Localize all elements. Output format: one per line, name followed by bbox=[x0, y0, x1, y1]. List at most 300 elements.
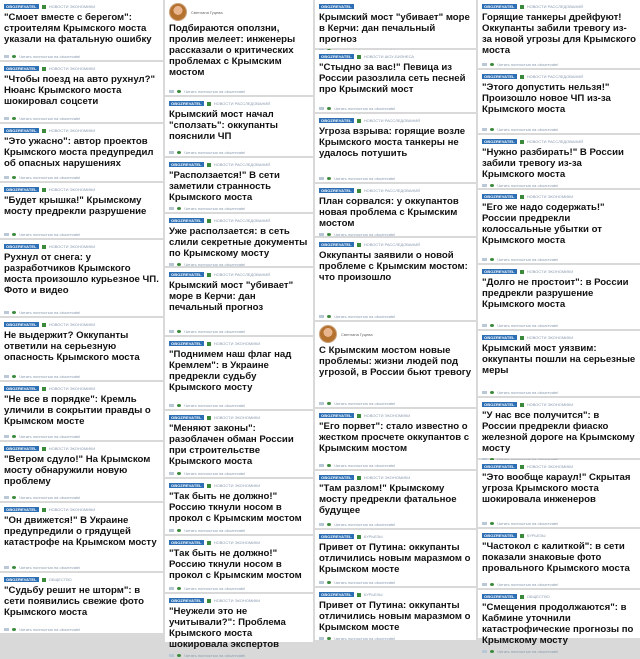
news-card[interactable] bbox=[478, 135, 640, 188]
read-more-link[interactable]: Читать полностью на obozrevatel bbox=[184, 150, 246, 155]
read-more-link[interactable]: Читать полностью на obozrevatel bbox=[184, 403, 246, 408]
rubric-icon bbox=[42, 578, 46, 582]
news-card[interactable] bbox=[0, 124, 163, 181]
news-card[interactable] bbox=[0, 318, 163, 380]
calendar-icon bbox=[169, 654, 174, 657]
card-bottom-meta bbox=[4, 309, 159, 316]
headline[interactable]: Подбираются оползни, пролив мелеет: инженеры рассказали о критических проблемах с Крымским мостом bbox=[169, 23, 296, 78]
card-top-meta bbox=[319, 3, 472, 10]
headline[interactable]: "Это ужасно": автор проектов Крымского моста предупредил об опасных нарушениях bbox=[4, 136, 154, 169]
rubric-label[interactable]: НОВОСТИ РАССЛЕДОВАНИЙ bbox=[213, 162, 271, 167]
read-more-link[interactable]: Читать полностью на obozrevatel bbox=[334, 636, 396, 641]
rubric-icon bbox=[520, 534, 524, 538]
calendar-icon bbox=[4, 628, 9, 631]
read-more-link[interactable]: Читать полностью на obozrevatel bbox=[184, 206, 246, 211]
news-card[interactable] bbox=[478, 460, 640, 527]
read-more-link[interactable]: Читать полностью на obozrevatel bbox=[334, 463, 396, 468]
card-top-meta bbox=[482, 401, 636, 408]
card-bottom-meta bbox=[482, 61, 636, 68]
card-bottom-meta bbox=[4, 564, 159, 571]
rubric-label[interactable]: ОБЩЕСТВО bbox=[526, 594, 550, 599]
rubric-label[interactable]: НОВОСТИ РАССЛЕДОВАНИЙ bbox=[363, 188, 421, 193]
rubric-icon bbox=[42, 508, 46, 512]
news-card[interactable] bbox=[478, 331, 640, 396]
news-card[interactable] bbox=[165, 411, 313, 477]
rubric-icon bbox=[207, 416, 211, 420]
rubric-label[interactable]: НОВОСТИ ЭКОНОМИКИ bbox=[213, 598, 261, 603]
rubric-label[interactable]: НОВОСТИ ЭКОНОМИКИ bbox=[526, 194, 574, 199]
news-card[interactable] bbox=[165, 158, 313, 212]
calendar-icon bbox=[4, 55, 9, 58]
headline[interactable]: "Нужно разбирать!" В России забили тревогу из-за Крымского моста bbox=[482, 147, 624, 180]
headline[interactable]: Крымский мост "убивает" море в Керчи: дан печальный прогноз bbox=[169, 280, 294, 313]
headline[interactable]: План сорвался: у оккупантов новая проблема с Крымским мостом bbox=[319, 196, 459, 229]
calendar-icon bbox=[4, 496, 9, 499]
news-card[interactable] bbox=[315, 0, 476, 48]
author-block bbox=[169, 3, 309, 21]
rubric-label[interactable]: КУРЬЕЗЫ bbox=[526, 533, 546, 538]
eye-icon bbox=[12, 496, 16, 499]
card-bottom-meta bbox=[4, 494, 159, 501]
news-card[interactable] bbox=[0, 62, 163, 122]
rubric-label[interactable]: НОВОСТИ ЭКОНОМИКИ bbox=[526, 402, 574, 407]
rubric-label[interactable]: НОВОСТИ ЭКОНОМИКИ bbox=[48, 386, 96, 391]
rubric-label[interactable]: НОВОСТИ ЭКОНОМИКИ bbox=[48, 244, 96, 249]
rubric-label[interactable]: НОВОСТИ ЭКОНОМИКИ bbox=[526, 269, 574, 274]
card-bottom-meta bbox=[169, 261, 309, 268]
eye-icon bbox=[177, 207, 181, 210]
card-bottom-meta bbox=[319, 105, 472, 112]
headline[interactable]: Уже расползается: в сеть слили секретные документы по Крымскому мосту bbox=[169, 226, 308, 259]
rubric-icon bbox=[520, 140, 524, 144]
card-top-meta bbox=[169, 100, 309, 107]
calendar-icon bbox=[4, 233, 9, 236]
card-bottom-meta bbox=[482, 520, 636, 527]
rubric-label[interactable]: НОВОСТИ РАССЛЕДОВАНИЙ bbox=[213, 218, 271, 223]
headline[interactable]: "Так быть не должно!" Россию ткнули носом в прокол с Крымским мостом bbox=[169, 491, 302, 524]
site-logo: OBOZREVATEL bbox=[484, 594, 515, 599]
news-card[interactable] bbox=[478, 529, 640, 588]
headline[interactable]: С Крымским мостом новые проблемы: жизни людей под угрозой, в России бьют тревогу bbox=[319, 345, 472, 378]
calendar-icon bbox=[482, 184, 487, 187]
card-top-meta bbox=[319, 412, 472, 419]
news-card[interactable] bbox=[478, 265, 640, 329]
site-logo: OBOZREVATEL bbox=[6, 507, 37, 512]
calendar-icon bbox=[169, 263, 174, 266]
eye-icon bbox=[177, 529, 181, 532]
headline[interactable]: "Так быть не должно!" Россию ткнули носом в прокол с Крымским мостом bbox=[169, 548, 302, 581]
site-logo: OBOZREVATEL bbox=[484, 335, 515, 340]
read-more-link[interactable]: Читать полностью на obozrevatel bbox=[19, 627, 81, 632]
card-bottom-meta bbox=[4, 373, 159, 380]
eye-icon bbox=[327, 464, 331, 467]
card-top-meta bbox=[4, 385, 159, 392]
rubric-label[interactable]: НОВОСТИ ЭКОНОМИКИ bbox=[48, 322, 96, 327]
card-top-meta bbox=[482, 334, 636, 341]
site-logo: OBOZREVATEL bbox=[484, 74, 515, 79]
rubric-label[interactable]: НОВОСТИ ЭКОНОМИКИ bbox=[48, 128, 96, 133]
site-logo: OBOZREVATEL bbox=[484, 269, 515, 274]
news-card[interactable] bbox=[165, 479, 313, 534]
rubric-label[interactable]: НОВОСТИ РАССЛЕДОВАНИЙ bbox=[213, 101, 271, 106]
headline[interactable]: "Стыдно за вас!" Певица из России разозлила сеть песней про Крымский мост bbox=[319, 62, 466, 95]
card-bottom-meta bbox=[169, 652, 309, 659]
rubric-icon bbox=[207, 484, 211, 488]
news-card[interactable] bbox=[315, 322, 476, 407]
rubric-label[interactable]: НОВОСТИ ЭКОНОМИКИ bbox=[48, 446, 96, 451]
news-card[interactable] bbox=[165, 268, 313, 335]
headline[interactable]: Горящие танкеры дрейфуют! Оккупанты забили тревогу из-за новой угрозы для Крымского моста bbox=[482, 12, 636, 56]
news-card[interactable] bbox=[0, 0, 163, 60]
read-more-link[interactable]: Читать полностью на obozrevatel bbox=[19, 116, 81, 121]
rubric-icon bbox=[520, 403, 524, 407]
rubric-label[interactable]: НОВОСТИ РАССЛЕДОВАНИЙ bbox=[363, 242, 421, 247]
eye-icon bbox=[327, 107, 331, 110]
rubric-label[interactable]: КУРЬЕЗЫ bbox=[363, 534, 383, 539]
rubric-icon bbox=[42, 447, 46, 451]
headline[interactable]: Не выдержит? Оккупанты ответили на серьезную опасность Крымского моста bbox=[4, 330, 140, 363]
calendar-icon bbox=[169, 151, 174, 154]
rubric-label[interactable]: НОВОСТИ ЭКОНОМИКИ bbox=[363, 413, 411, 418]
rubric-label[interactable]: НОВОСТИ РАССЛЕДОВАНИЙ bbox=[526, 74, 584, 79]
headline[interactable]: Привет от Путина: оккупанты отличились новым маразмом о Крымском мосте bbox=[319, 542, 471, 575]
site-logo: OBOZREVATEL bbox=[171, 101, 202, 106]
site-logo: OBOZREVATEL bbox=[6, 66, 37, 71]
read-more-link[interactable]: Читать полностью на obozrevatel bbox=[497, 521, 559, 526]
card-bottom-meta bbox=[482, 126, 636, 133]
rubric-label[interactable]: НОВОСТИ РАССЛЕДОВАНИЙ bbox=[526, 4, 584, 9]
read-more-link[interactable]: Читать полностью на obozrevatel bbox=[334, 522, 396, 527]
read-more-link[interactable]: Читать полностью на obozrevatel bbox=[184, 653, 246, 658]
rubric-label[interactable]: НОВОСТИ ЭКОНОМИКИ bbox=[213, 341, 261, 346]
read-more-link[interactable]: Читать полностью на obozrevatel bbox=[334, 176, 396, 181]
calendar-icon bbox=[319, 637, 324, 640]
eye-icon bbox=[177, 472, 181, 475]
eye-icon bbox=[12, 566, 16, 569]
site-logo: OBOZREVATEL bbox=[321, 118, 352, 123]
rubric-icon bbox=[520, 270, 524, 274]
read-more-link[interactable]: Читать полностью на obozrevatel bbox=[19, 495, 81, 500]
site-logo: OBOZREVATEL bbox=[6, 446, 37, 451]
site-logo: OBOZREVATEL bbox=[171, 483, 202, 488]
news-card[interactable] bbox=[478, 0, 640, 68]
card-top-meta bbox=[169, 597, 309, 604]
read-more-link[interactable]: Читать полностью на obozrevatel bbox=[497, 582, 559, 587]
calendar-icon bbox=[482, 522, 487, 525]
news-card[interactable] bbox=[315, 471, 476, 528]
headline[interactable]: "Судьбу решит не шторм": в сети появились свежие фото Крымского моста bbox=[4, 585, 144, 618]
news-card[interactable] bbox=[0, 240, 163, 316]
rubric-label[interactable]: НОВОСТИ ЭКОНОМИКИ bbox=[213, 483, 261, 488]
read-more-link[interactable]: Читать полностью на obozrevatel bbox=[19, 310, 81, 315]
rubric-label[interactable]: НОВОСТИ ЭКОНОМИКИ bbox=[363, 475, 411, 480]
rubric-icon bbox=[357, 55, 361, 59]
rubric-icon bbox=[207, 102, 211, 106]
calendar-icon bbox=[319, 464, 324, 467]
read-more-link[interactable]: Читать полностью на obozrevatel bbox=[497, 323, 559, 328]
card-bottom-meta bbox=[482, 322, 636, 329]
rubric-label[interactable]: НОВОСТИ ЭКОНОМИКИ bbox=[526, 335, 574, 340]
calendar-icon bbox=[4, 566, 9, 569]
headline[interactable]: Рухнул от снега: у разработчиков Крымского моста произошло курьезное ЧП. Фото и видео bbox=[4, 252, 159, 296]
read-more-link[interactable]: Читать полностью на obozrevatel bbox=[19, 565, 81, 570]
headline[interactable]: Привет от Путина: оккупанты отличились новым маразмом о Крымском мосте bbox=[319, 600, 471, 633]
author-avatar bbox=[169, 3, 187, 21]
headline[interactable]: "Его порвет": стало известно о жестком просчете оккупантов с Крымским мостом bbox=[319, 421, 470, 454]
card-bottom-meta bbox=[482, 581, 636, 588]
rubric-icon bbox=[42, 67, 46, 71]
headline[interactable]: "Не все в порядке": Кремль уличили в сокрытии правды о Крымском мосте bbox=[4, 394, 151, 427]
news-card[interactable] bbox=[478, 398, 640, 458]
eye-icon bbox=[490, 63, 494, 66]
eye-icon bbox=[12, 435, 16, 438]
headline[interactable]: Крымский мост "убивает" море в Керчи: дан печальный прогноз bbox=[319, 12, 470, 45]
rubric-label[interactable]: НОВОСТИ ЭКОНОМИКИ bbox=[48, 187, 96, 192]
news-card[interactable] bbox=[315, 238, 476, 320]
card-bottom-meta bbox=[4, 115, 159, 122]
rubric-label[interactable]: НОВОСТИ ЭКОНОМИКИ bbox=[48, 507, 96, 512]
site-logo: OBOZREVATEL bbox=[484, 464, 515, 469]
site-logo: OBOZREVATEL bbox=[171, 540, 202, 545]
news-card[interactable] bbox=[315, 114, 476, 182]
news-card[interactable] bbox=[0, 503, 163, 571]
read-more-link[interactable]: Читать полностью на obozrevatel bbox=[184, 471, 246, 476]
eye-icon bbox=[177, 151, 181, 154]
eye-icon bbox=[12, 176, 16, 179]
site-logo: OBOZREVATEL bbox=[321, 4, 352, 9]
calendar-icon bbox=[169, 472, 174, 475]
headline[interactable]: Оккупанты заявили о новой проблеме с Крымским мостом: что произошло bbox=[319, 250, 468, 283]
rubric-icon bbox=[520, 595, 524, 599]
rubric-icon bbox=[42, 323, 46, 327]
rubric-label[interactable]: НОВОСТИ РАССЛЕДОВАНИЙ bbox=[363, 118, 421, 123]
eye-icon bbox=[490, 583, 494, 586]
headline[interactable]: "Смоет вместе с берегом": строителям Крымского моста указали на фатальную ошибку bbox=[4, 12, 152, 45]
rubric-label[interactable]: НОВОСТИ ЭКОНОМИКИ bbox=[213, 540, 261, 545]
calendar-icon bbox=[319, 523, 324, 526]
news-card[interactable] bbox=[165, 594, 313, 658]
headline[interactable]: "Неужели это не учитывали?": Проблема Крымского моста шокировала экспертов bbox=[169, 606, 286, 650]
news-card[interactable] bbox=[315, 530, 476, 586]
card-bottom-meta bbox=[169, 527, 309, 534]
read-more-link[interactable]: Читать полностью на obozrevatel bbox=[497, 390, 559, 395]
news-card[interactable] bbox=[0, 382, 163, 440]
calendar-icon bbox=[482, 63, 487, 66]
rubric-label[interactable]: КУРЬЕЗЫ bbox=[363, 592, 383, 597]
calendar-icon bbox=[169, 587, 174, 590]
news-card[interactable] bbox=[315, 50, 476, 112]
card-top-meta bbox=[169, 161, 309, 168]
collage-column-1 bbox=[0, 0, 163, 639]
site-logo: OBOZREVATEL bbox=[171, 341, 202, 346]
read-more-link[interactable]: Читать полностью на obozrevatel bbox=[184, 89, 246, 94]
read-more-link[interactable]: Читать полностью на obozrevatel bbox=[19, 374, 81, 379]
card-top-meta bbox=[4, 445, 159, 452]
site-logo: OBOZREVATEL bbox=[321, 475, 352, 480]
card-top-meta bbox=[482, 593, 636, 600]
eye-icon bbox=[327, 315, 331, 318]
site-logo: OBOZREVATEL bbox=[321, 413, 352, 418]
rubric-label[interactable]: НОВОСТИ РАССЛЕДОВАНИЙ bbox=[213, 272, 271, 277]
collage-column-2 bbox=[165, 0, 313, 658]
headline[interactable]: "Поднимем наш флаг над Кремлем": в Украине предрекли судьбу Крымского мосту bbox=[169, 349, 292, 393]
news-card[interactable] bbox=[165, 97, 313, 156]
read-more-link[interactable]: Читать полностью на obozrevatel bbox=[334, 580, 396, 585]
calendar-icon bbox=[482, 583, 487, 586]
read-more-link[interactable]: Читать полностью на obozrevatel bbox=[497, 257, 559, 262]
headline[interactable]: "Его же надо содержать!" России предрекли колоссальные убытки от Крымского моста bbox=[482, 202, 605, 246]
rubric-label[interactable]: НОВОСТИ ЭКОНОМИКИ bbox=[526, 464, 574, 469]
rubric-icon bbox=[520, 195, 524, 199]
rubric-icon bbox=[357, 119, 361, 123]
read-more-link[interactable]: Читать полностью на obozrevatel bbox=[184, 528, 246, 533]
eye-icon bbox=[490, 522, 494, 525]
news-card[interactable] bbox=[478, 590, 640, 654]
eye-icon bbox=[12, 311, 16, 314]
calendar-icon bbox=[319, 177, 324, 180]
news-card[interactable] bbox=[315, 409, 476, 469]
card-top-meta bbox=[4, 127, 159, 134]
site-logo: OBOZREVATEL bbox=[6, 577, 37, 582]
eye-icon bbox=[177, 404, 181, 407]
rubric-label[interactable]: НОВОСТИ ЭКОНОМИКИ bbox=[48, 4, 96, 9]
headline[interactable]: "Ветром сдуло!" На Крымском мосту обнаружили новую проблему bbox=[4, 454, 151, 487]
rubric-icon bbox=[357, 476, 361, 480]
site-logo: OBOZREVATEL bbox=[6, 187, 37, 192]
card-bottom-meta bbox=[4, 174, 159, 181]
read-more-link[interactable]: Читать полностью на obozrevatel bbox=[497, 127, 559, 132]
card-top-meta bbox=[319, 53, 472, 60]
card-top-meta bbox=[482, 463, 636, 470]
headline[interactable]: Крымский мост начал "сползать": оккупанты пояснили ЧП bbox=[169, 109, 278, 142]
card-top-meta bbox=[319, 117, 472, 124]
eye-icon bbox=[12, 55, 16, 58]
headline[interactable]: "Расползается!" В сети заметили странность Крымского моста bbox=[169, 170, 280, 203]
calendar-icon bbox=[482, 128, 487, 131]
rubric-icon bbox=[42, 245, 46, 249]
site-logo: OBOZREVATEL bbox=[6, 4, 37, 9]
read-more-link[interactable]: Читать полностью на obozrevatel bbox=[334, 314, 396, 319]
read-more-link[interactable]: Читать полностью на obozrevatel bbox=[19, 175, 81, 180]
card-top-meta bbox=[169, 539, 309, 546]
news-card[interactable] bbox=[478, 190, 640, 263]
headline[interactable]: "Долго не простоит": в России предрекли разрушение Крымского моста bbox=[482, 277, 629, 310]
headline[interactable]: "У нас все получится": в России предрекли фиаско железной дороге на Крымскому мосту bbox=[482, 410, 635, 454]
card-bottom-meta bbox=[482, 256, 636, 263]
read-more-link[interactable]: Читать полностью на obozrevatel bbox=[497, 183, 559, 188]
rubric-icon bbox=[207, 163, 211, 167]
rubric-label[interactable]: НОВОСТИ РАССЛЕДОВАНИЙ bbox=[526, 139, 584, 144]
headline[interactable]: Крымский мост уязвим: оккупанты пошли на серьезные меры bbox=[482, 343, 636, 376]
news-card[interactable] bbox=[0, 183, 163, 238]
headline[interactable]: "Чтобы поезд на авто рухнул?" Нюанс Крымского моста шокировал соцсети bbox=[4, 74, 156, 107]
eye-icon bbox=[490, 391, 494, 394]
news-card[interactable] bbox=[0, 442, 163, 501]
eye-icon bbox=[490, 128, 494, 131]
headline[interactable]: Угроза взрыва: горящие возле Крымского моста танкеры не удалось потушить bbox=[319, 126, 466, 159]
news-card[interactable] bbox=[165, 536, 313, 592]
card-top-meta bbox=[169, 482, 309, 489]
calendar-icon bbox=[482, 391, 487, 394]
rubric-label[interactable]: НОВОСТИ ЭКОНОМИКИ bbox=[48, 66, 96, 71]
headline[interactable]: "Этого допустить нельзя!" Произошло новое ЧП из-за Крымского моста bbox=[482, 82, 611, 115]
read-more-link[interactable]: Читать полностью на obozrevatel bbox=[19, 434, 81, 439]
news-card[interactable] bbox=[315, 184, 476, 236]
headline[interactable]: "Там разлом!" Крымскому мосту предрекли фатальное будущее bbox=[319, 483, 457, 516]
rubric-icon bbox=[207, 273, 211, 277]
calendar-icon bbox=[169, 90, 174, 93]
card-bottom-meta bbox=[4, 433, 159, 440]
card-bottom-meta bbox=[319, 521, 472, 528]
author-avatar bbox=[319, 325, 337, 343]
read-more-link[interactable]: Читать полностью на obozrevatel bbox=[184, 329, 246, 334]
read-more-link[interactable]: Читать полностью на obozrevatel bbox=[19, 54, 81, 59]
collage-column-3 bbox=[315, 0, 476, 639]
rubric-label[interactable]: ОБЩЕСТВО bbox=[48, 577, 72, 582]
rubric-icon bbox=[42, 387, 46, 391]
read-more-link[interactable]: Читать полностью на obozrevatel bbox=[334, 401, 396, 406]
read-more-link[interactable]: Читать полностью на obozrevatel bbox=[19, 232, 81, 237]
site-logo: OBOZREVATEL bbox=[321, 242, 352, 247]
site-logo: OBOZREVATEL bbox=[171, 272, 202, 277]
news-card[interactable] bbox=[165, 0, 313, 95]
rubric-label[interactable]: НОВОСТИ ЭКОНОМИКИ bbox=[213, 415, 261, 420]
read-more-link[interactable]: Читать полностью на obozrevatel bbox=[497, 649, 559, 654]
rubric-icon bbox=[357, 593, 361, 597]
rubric-icon bbox=[357, 535, 361, 539]
eye-icon bbox=[177, 330, 181, 333]
eye-icon bbox=[327, 177, 331, 180]
site-logo: OBOZREVATEL bbox=[484, 533, 515, 538]
news-card[interactable] bbox=[165, 337, 313, 409]
news-card[interactable] bbox=[478, 70, 640, 133]
headline[interactable]: "Он движется!" В Украине предупредили о грядущей катастрофе на Крымском мосту bbox=[4, 515, 157, 548]
headline[interactable]: "Будет крышка!" Крымскому мосту предрекли разрушение bbox=[4, 195, 147, 217]
calendar-icon bbox=[319, 233, 324, 236]
card-bottom-meta bbox=[169, 402, 309, 409]
eye-icon bbox=[12, 233, 16, 236]
rubric-icon bbox=[520, 465, 524, 469]
read-more-link[interactable]: Читать полностью на obozrevatel bbox=[184, 586, 246, 591]
read-more-link[interactable]: Читать полностью на obozrevatel bbox=[334, 106, 396, 111]
news-card[interactable] bbox=[315, 588, 476, 640]
eye-icon bbox=[327, 233, 331, 236]
headline[interactable]: "Это вообще караул!" Скрытая угроза Крымского моста шокировала инженеров bbox=[482, 472, 631, 505]
eye-icon bbox=[12, 117, 16, 120]
headline[interactable]: "Частокол с калиткой": в сети показали знаковые фото провального Крымского моста bbox=[482, 541, 630, 574]
headline[interactable]: "Меняют законы": разоблачен обман России при строительстве Крымского моста bbox=[169, 423, 294, 467]
rubric-icon bbox=[207, 541, 211, 545]
author-block bbox=[319, 325, 472, 343]
read-more-link[interactable]: Читать полностью на obozrevatel bbox=[334, 232, 396, 237]
news-card[interactable] bbox=[165, 214, 313, 266]
card-top-meta bbox=[4, 506, 159, 513]
headline[interactable]: "Смещения продолжаются": в Кабмине уточнили катастрофические прогнозы по Крымскому мосту bbox=[482, 602, 634, 646]
news-card[interactable] bbox=[0, 573, 163, 633]
eye-icon bbox=[12, 375, 16, 378]
card-bottom-meta bbox=[319, 231, 472, 238]
rubric-icon bbox=[520, 5, 524, 9]
calendar-icon bbox=[169, 404, 174, 407]
rubric-label[interactable]: НОВОСТИ ШОУ-БИЗНЕСА bbox=[363, 54, 415, 59]
read-more-link[interactable]: Читать полностью на obozrevatel bbox=[497, 62, 559, 67]
card-top-meta bbox=[4, 186, 159, 193]
read-more-link[interactable]: Читать полностью на obozrevatel bbox=[184, 262, 246, 267]
card-bottom-meta bbox=[319, 635, 472, 642]
calendar-icon bbox=[169, 330, 174, 333]
card-top-meta bbox=[319, 187, 472, 194]
site-logo: OBOZREVATEL bbox=[321, 534, 352, 539]
